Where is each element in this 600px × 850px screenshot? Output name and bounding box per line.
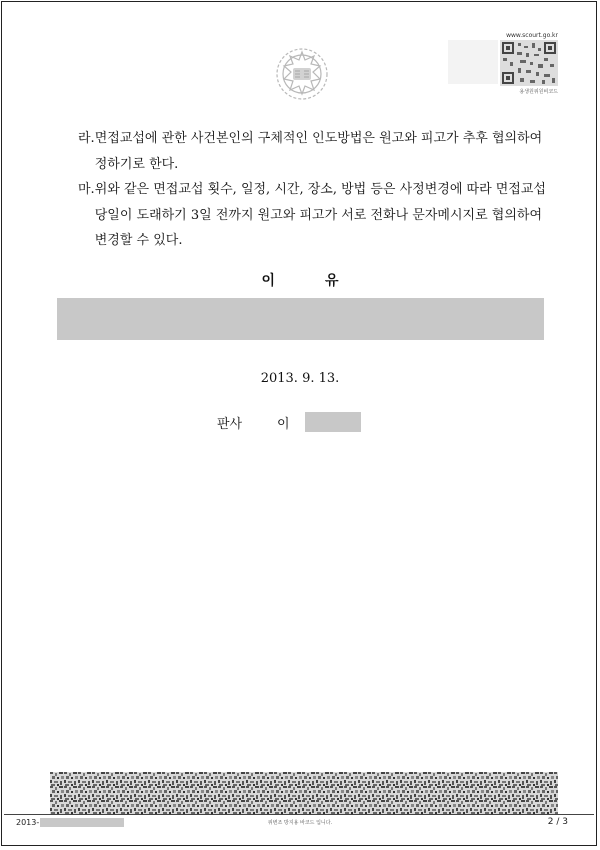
order-items xyxy=(78,126,548,254)
judge-name-redaction xyxy=(305,412,361,432)
judge-label: 판사 xyxy=(217,416,243,432)
item-marker: 라. xyxy=(78,131,95,146)
anti-forgery-barcode-icon xyxy=(50,772,558,814)
footer-divider xyxy=(4,814,594,815)
judge-signature xyxy=(217,412,361,432)
verification-qr-area xyxy=(448,32,558,95)
qr-caption: 용생원위원비코드 xyxy=(519,89,558,95)
item-marker: 마. xyxy=(78,182,95,197)
page-number: 2 / 3 xyxy=(547,817,568,827)
item-text: 면접교섭에 관한 사건본인의 구체적인 인도방법은 원고와 피고가 추후 협의하여 정하기로 한다. xyxy=(94,131,543,172)
footer-case-number: 2013- xyxy=(16,818,124,827)
qr-redaction xyxy=(448,40,498,84)
qr-code-icon xyxy=(500,40,558,86)
footer-note: 위변조 방지용 바코드 입니다. xyxy=(267,820,333,826)
document-page xyxy=(1,1,597,846)
decision-date: 2013. 9. 13. xyxy=(260,371,340,386)
order-item xyxy=(78,126,548,177)
order-item xyxy=(78,177,548,254)
reason-heading: 이유 xyxy=(261,273,389,289)
item-text: 위와 같은 면접교섭 횟수, 일정, 시간, 장소, 방법 등은 사정변경에 따라 면접교섭 당일이 도래하기 3일 전까지 원고와 피고가 서로 전화나 문자메시지로 협의하여 변경할 수 있다. xyxy=(94,182,546,248)
judge-name: 이 xyxy=(277,416,290,432)
court-seal-icon xyxy=(274,46,330,102)
qr-url: www.scourt.go.kr xyxy=(506,32,558,39)
reason-redaction xyxy=(57,298,544,340)
